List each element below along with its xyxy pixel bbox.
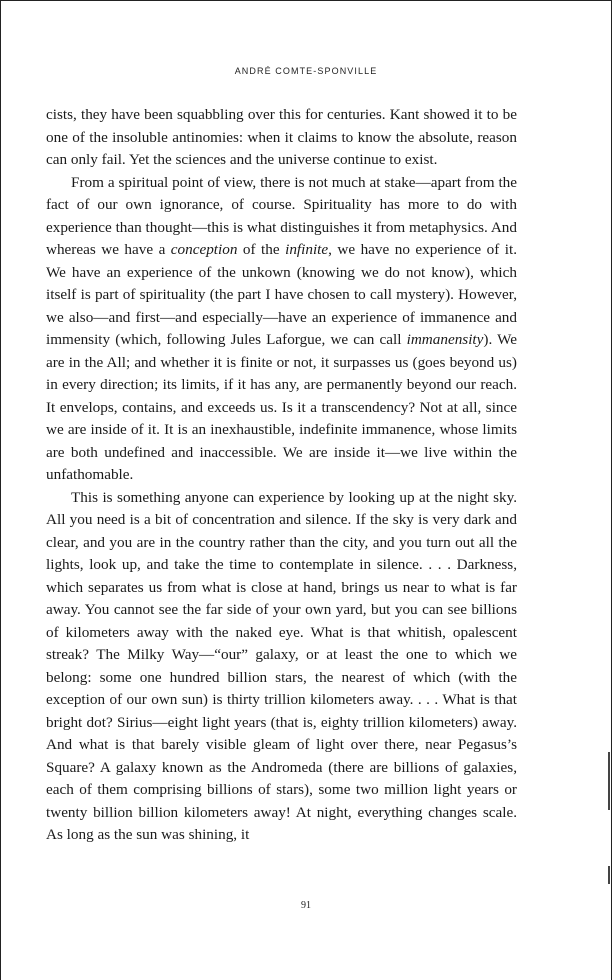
paragraph bbox=[46, 487, 517, 847]
text-run: cists, they have been squabbling over this for centuries. Kant showed it to be one of the insoluble antinomies: when it claims to know the absolute, reason can only fail. Yet the sciences and the universe continue to exist. bbox=[46, 106, 517, 168]
text-run: , we have no experience of it. We have an experience of the unkown (knowing we do not know), which itself is part of spirituality (the part I have chosen to call mystery). However, we also—and first—and especially—have an experience of immanence and immensity (which, following Jules Laforgue, we can call bbox=[46, 241, 518, 348]
page-border-top bbox=[0, 0, 612, 1]
page-border-left bbox=[0, 0, 1, 980]
paragraph bbox=[46, 104, 517, 172]
text-run: of the bbox=[237, 241, 286, 258]
running-head: ANDRÉ COMTE-SPONVILLE bbox=[234, 66, 378, 76]
paragraph bbox=[46, 172, 517, 487]
italic-text: immanensity bbox=[406, 331, 484, 348]
italic-text: infinite bbox=[285, 241, 329, 258]
page-number: 91 bbox=[301, 900, 311, 911]
text-run: This is something anyone can experience by looking up at the night sky. All you need is a bit of concentration and silence. If the sky is very dark and clear, and you are in the country rather than the city, and you turn out all the lights, look up, and take the time to contemplate in silence. . . . Darkness, which separates us from what is close at hand, brings us near to what is far away. You cannot see the far side of your own yard, but you can see billions of kilometers away with the naked eye. What is that whitish, opalescent streak? The Milky Way—“our” galaxy, or at least the one to which we belong: some one hundred billion stars, the nearest of which (with the exception of our own sun) is thirty trillion kilometers away. . . . What is that bright dot? Sirius—eight light years (that is, eighty trillion kilometers) away. And what is that barely visible gleam of light over there, near Pegasus’s Square? A galaxy known as the Andromeda (there are billions of galaxies, each of them comprising billions of stars), some two million light years or twenty billion billion kilometers away! At night, everything changes scale. As long as the sun was shining, it bbox=[46, 488, 517, 843]
text-run: From a spiritual point of view, there is not much at stake—apart from the fact of our own ignorance, of course. Spirituality has more to do with experience than thought—this is what distinguishes it from metaphysics. And whereas we have a bbox=[46, 173, 517, 258]
body-text bbox=[46, 104, 517, 847]
italic-text: conception bbox=[170, 241, 238, 258]
margin-mark bbox=[608, 866, 610, 884]
margin-mark bbox=[608, 752, 610, 810]
text-run: ). We are in the All; and whether it is finite or not, it surpasses us (goes beyond us) in every direction; its limits, if it has any, are permanently beyond our reach. It envelops, contains, and exceeds us. Is it a transcendency? Not at all, since we are inside of it. It is an inexhaustible, indefinite immanence, whose limits are both undefined and inaccessible. We are inside it—we live within the unfathomable. bbox=[46, 331, 517, 483]
